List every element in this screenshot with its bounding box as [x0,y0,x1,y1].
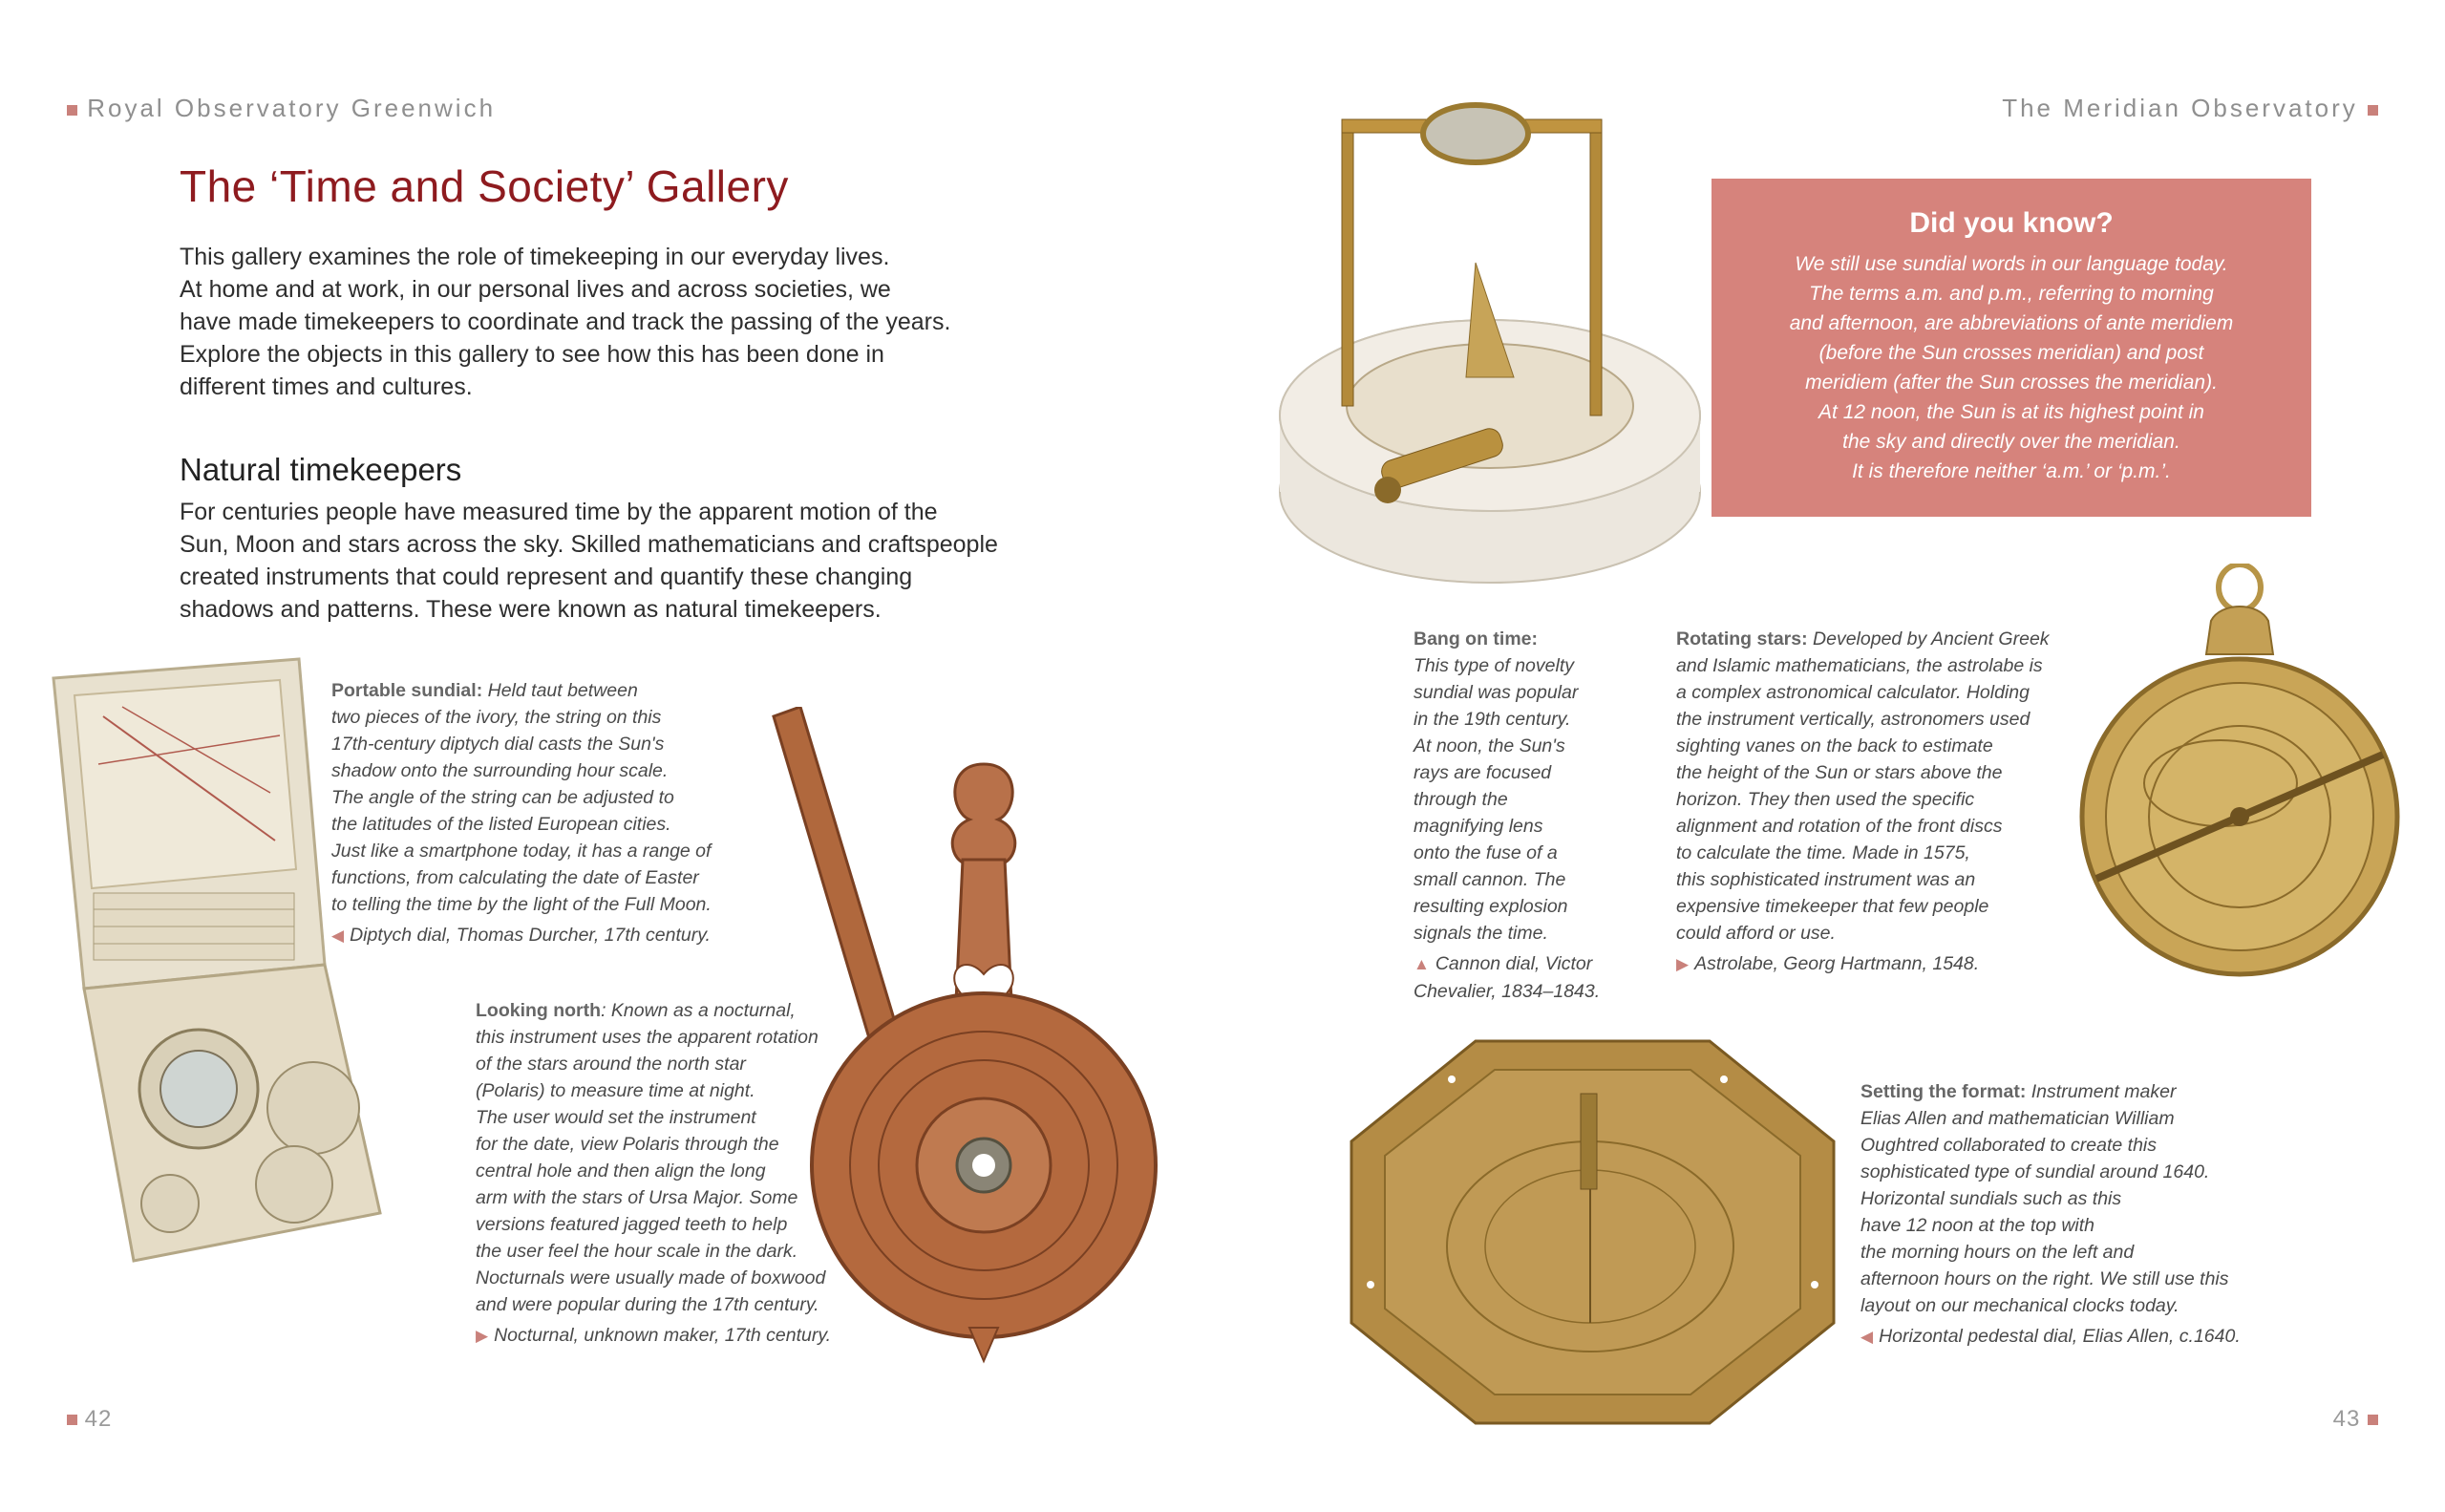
left-running-head: Royal Observatory Greenwich [67,94,496,123]
page-title: The ‘Time and Society’ Gallery [180,161,789,211]
astrolabe-caption: Rotating stars: Developed by Ancient Greek and Islamic mathematicians, the astrolabe is a complex astronomical calculator. Holding the instrument vertically, astronomers used sighting vanes on the back to estimate the height of the Sun or stars above the horizon. They then used the specific alignment and rotation of the front discs to calculate the time. Made in 1575, this sophisticated instrument was an expensive timekeeper that few people could afford or use. ▶ Astrolabe, Georg Hartmann, 1548. [1676,628,2050,974]
cannon-dial-image [1275,91,1714,587]
up-triangle-icon: ▲ [1414,955,1430,973]
section-heading: Natural timekeepers [180,452,462,487]
did-you-know-box: Did you know? We still use sundial words in our language today. The terms a.m. and p.m., referring to morning and afternoon, are abbreviations of ante meridiem (before the Sun crosses meridian) and post meridiem (after the Sun crosses the meridian). At 12 noon, the Sun is at its highest point in the sky and directly over the meridian. It is therefore neither ‘a.m.’ or ‘p.m.’. [1712,179,2311,517]
intro-paragraph: This gallery examines the role of timekeeping in our everyday lives. At home and at work, in our personal lives and across societies, we have made timekeepers to coordinate and track the passing of the years. Explore the objects in this gallery to see how this has been done in different times and cultures. [180,244,951,400]
square-marker-icon [67,105,77,116]
astrolabe-image [2077,564,2407,1012]
right-triangle-icon: ▶ [1676,955,1690,973]
square-marker-icon [2368,105,2378,116]
left-triangle-icon: ◀ [331,926,345,945]
section-paragraph: For centuries people have measured time by the apparent motion of the Sun, Moon and stars across the sky. Skilled mathematicians and craftspeople created instruments that could represent and quantify these changing shadows and patterns. These were known as natural timekeepers. [180,499,998,623]
right-running-head: The Meridian Observatory [2002,94,2378,123]
portable-sundial-caption: Portable sundial: Held taut between two pieces of the ivory, the string on this 17th-century diptych dial casts the Sun's shadow onto the surrounding hour scale. The angle of the string can be adjusted to the latitudes of the listed European cities. Just like a smartphone today, it has a range of functions, from calculating the date of Easter to telling the time by the light of the Full Moon. ◀ Diptych dial, Thomas Durcher, 17th century. [331,680,712,946]
square-marker-icon [2368,1415,2378,1425]
horizontal-dial-caption: Setting the format: Instrument maker Elias Allen and mathematician William Oughtred collaborated to create this sophisticated type of sundial around 1640. Horizontal sundials such as this have 12 noon at the top with the morning hours on the left and afternoon hours on the right. We still use this layout on our mechanical clocks today. ◀ Horizontal pedestal dial, Elias Allen, c.1640. [1860,1081,2241,1347]
left-triangle-icon: ◀ [1860,1328,1874,1346]
nocturnal-caption: Looking north: Known as a nocturnal, this instrument uses the apparent rotation of the stars around the north star (Polaris) to measure time at night. The user would set the instrument for the date, view Polaris through the central hole and then align the long arm with the stars of Ursa Major. Some versions featured jagged teeth to help the user feel the hour scale in the dark. Nocturnals were usually made of boxwood and were popular during the 17th century. ▶ Nocturnal, unknown maker, 17th century. [476,1000,832,1346]
square-marker-icon [67,1415,77,1425]
right-triangle-icon: ▶ [476,1327,489,1345]
page-number-right: 43 [2333,1406,2378,1433]
horizontal-dial-image [1337,1036,1839,1428]
page-number-left: 42 [67,1406,112,1433]
cannon-dial-caption: Bang on time: This type of novelty sundial was popular in the 19th century. At noon, the Sun's rays are focused through the magnifying lens onto the fuse of a small cannon. The resulting explosion signals the time. ▲ Cannon dial, Victor Chevalier, 1834–1843. [1414,628,1601,1002]
